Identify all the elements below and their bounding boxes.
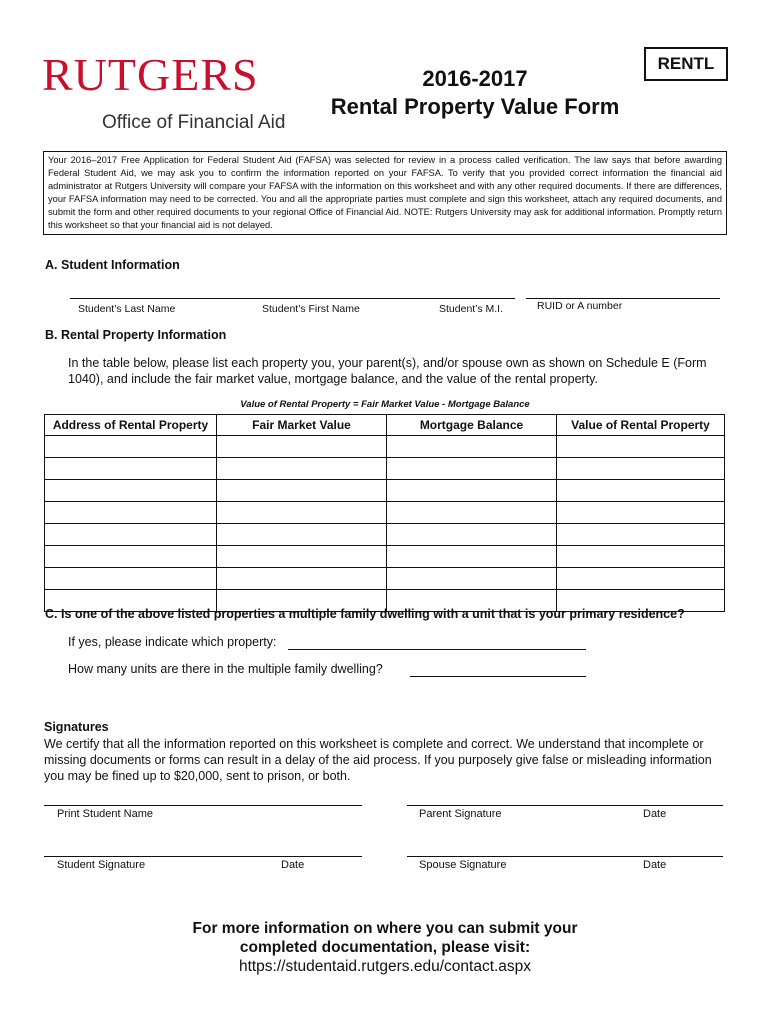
- address-cell[interactable]: [45, 502, 217, 524]
- rutgers-logo: RUTGERS: [42, 49, 259, 100]
- table-row: [45, 480, 725, 502]
- footer-line-1: For more information on where you can submit your: [192, 920, 578, 937]
- rental-value-cell[interactable]: [557, 502, 725, 524]
- print-student-name-label: Print Student Name: [57, 808, 153, 820]
- value-formula: Value of Rental Property = Fair Market Value - Mortgage Balance: [240, 399, 530, 410]
- mortgage-balance-cell[interactable]: [387, 524, 557, 546]
- table-row: [45, 568, 725, 590]
- form-code-badge: RENTL: [644, 47, 728, 81]
- table-row: [45, 546, 725, 568]
- ruid-label: RUID or A number: [537, 300, 623, 312]
- col-header-address: Address of Rental Property: [45, 415, 217, 436]
- address-cell[interactable]: [45, 480, 217, 502]
- spouse-signature-label: Spouse Signature: [419, 859, 507, 871]
- office-name: Office of Financial Aid: [102, 112, 286, 133]
- col-header-fair-market-value: Fair Market Value: [217, 415, 387, 436]
- rental-value-cell[interactable]: [557, 458, 725, 480]
- table-row: [45, 436, 725, 458]
- mi-label: Student’s M.I.: [439, 303, 504, 315]
- address-cell[interactable]: [45, 546, 217, 568]
- rental-value-cell[interactable]: [557, 480, 725, 502]
- fair-market-value-cell[interactable]: [217, 502, 387, 524]
- mortgage-balance-cell[interactable]: [387, 458, 557, 480]
- table-row: [45, 458, 725, 480]
- spouse-signature-line[interactable]: [407, 856, 723, 857]
- rental-value-cell[interactable]: [557, 436, 725, 458]
- rental-value-cell[interactable]: [557, 524, 725, 546]
- fair-market-value-cell[interactable]: [217, 546, 387, 568]
- table-row: [45, 524, 725, 546]
- section-b-heading: B. Rental Property Information: [45, 328, 227, 342]
- form-year: 2016-2017: [422, 66, 528, 91]
- fair-market-value-cell[interactable]: [217, 524, 387, 546]
- fair-market-value-cell[interactable]: [217, 480, 387, 502]
- certification-text: We certify that all the information reported on this worksheet is complete and correct. We understand that incomplete or missing documents or forms can result in a delay of the aid process. If you purposely give false or misleading information you may be fined up to $20,000, sent to prison, or both.: [44, 737, 712, 783]
- section-a-heading: A. Student Information: [45, 258, 180, 272]
- table-row: [45, 502, 725, 524]
- address-cell[interactable]: [45, 436, 217, 458]
- student-date-label: Date: [281, 859, 305, 871]
- intro-text: Your 2016–2017 Free Application for Federal Student Aid (FAFSA) was selected for review in a process called verification. The law says that before awarding Federal Student Aid, we may ask you to confirm the information reported on your FAFSA. To verify that you provided correct information the financial aid administrator at Rutgers University will compare your FAFSA with the information on this worksheet and with any other required documents. If there are differences, your FAFSA information may need to be corrected. You and all the appropriate parties must complete and sign this worksheet, attach any required documents, and submit the form and other required documents to your regional Office of Financial Aid. NOTE: Rutgers University may ask for additional information. Promptly return this worksheet so that your financial aid is not delayed.: [43, 151, 727, 235]
- address-cell[interactable]: [45, 568, 217, 590]
- rental-value-cell[interactable]: [557, 546, 725, 568]
- parent-date-label: Date: [643, 808, 667, 820]
- form-title: Rental Property Value Form: [330, 94, 620, 119]
- ruid-line[interactable]: [526, 298, 720, 299]
- spouse-date-label: Date: [643, 859, 667, 871]
- student-name-line[interactable]: [70, 298, 515, 299]
- address-cell[interactable]: [45, 524, 217, 546]
- last-name-label: Student’s Last Name: [78, 303, 176, 315]
- section-c-question: C. Is one of the above listed properties a multiple family dwelling with a unit that is your primary residence?: [45, 607, 685, 621]
- property-table: [44, 414, 725, 612]
- which-property-field[interactable]: [288, 649, 586, 650]
- which-property-label: If yes, please indicate which property:: [68, 635, 277, 649]
- col-header-rental-value: Value of Rental Property: [557, 415, 725, 436]
- section-b-instructions: In the table below, please list each property you, your parent(s), and/or spouse own as shown on Schedule E (Form 1040), and include the fair market value, mortgage balance, and the value of the rental property.: [68, 356, 707, 386]
- student-signature-label: Student Signature: [57, 859, 146, 871]
- fair-market-value-cell[interactable]: [217, 458, 387, 480]
- mortgage-balance-cell[interactable]: [387, 436, 557, 458]
- rental-value-cell[interactable]: [557, 568, 725, 590]
- mortgage-balance-cell[interactable]: [387, 480, 557, 502]
- units-label: How many units are there in the multiple family dwelling?: [68, 662, 383, 676]
- parent-signature-line[interactable]: [407, 805, 723, 806]
- fair-market-value-cell[interactable]: [217, 436, 387, 458]
- print-student-name-line[interactable]: [44, 805, 362, 806]
- units-field[interactable]: [410, 676, 586, 677]
- mortgage-balance-cell[interactable]: [387, 546, 557, 568]
- parent-signature-label: Parent Signature: [419, 808, 502, 820]
- student-signature-line[interactable]: [44, 856, 362, 857]
- signatures-heading: Signatures: [44, 720, 109, 734]
- fair-market-value-cell[interactable]: [217, 568, 387, 590]
- first-name-label: Student’s First Name: [262, 303, 360, 315]
- mortgage-balance-cell[interactable]: [387, 568, 557, 590]
- address-cell[interactable]: [45, 458, 217, 480]
- contact-link[interactable]: https://studentaid.rutgers.edu/contact.aspx: [238, 958, 532, 975]
- footer-line-2: completed documentation, please visit:: [239, 939, 531, 956]
- mortgage-balance-cell[interactable]: [387, 502, 557, 524]
- col-header-mortgage-balance: Mortgage Balance: [387, 415, 557, 436]
